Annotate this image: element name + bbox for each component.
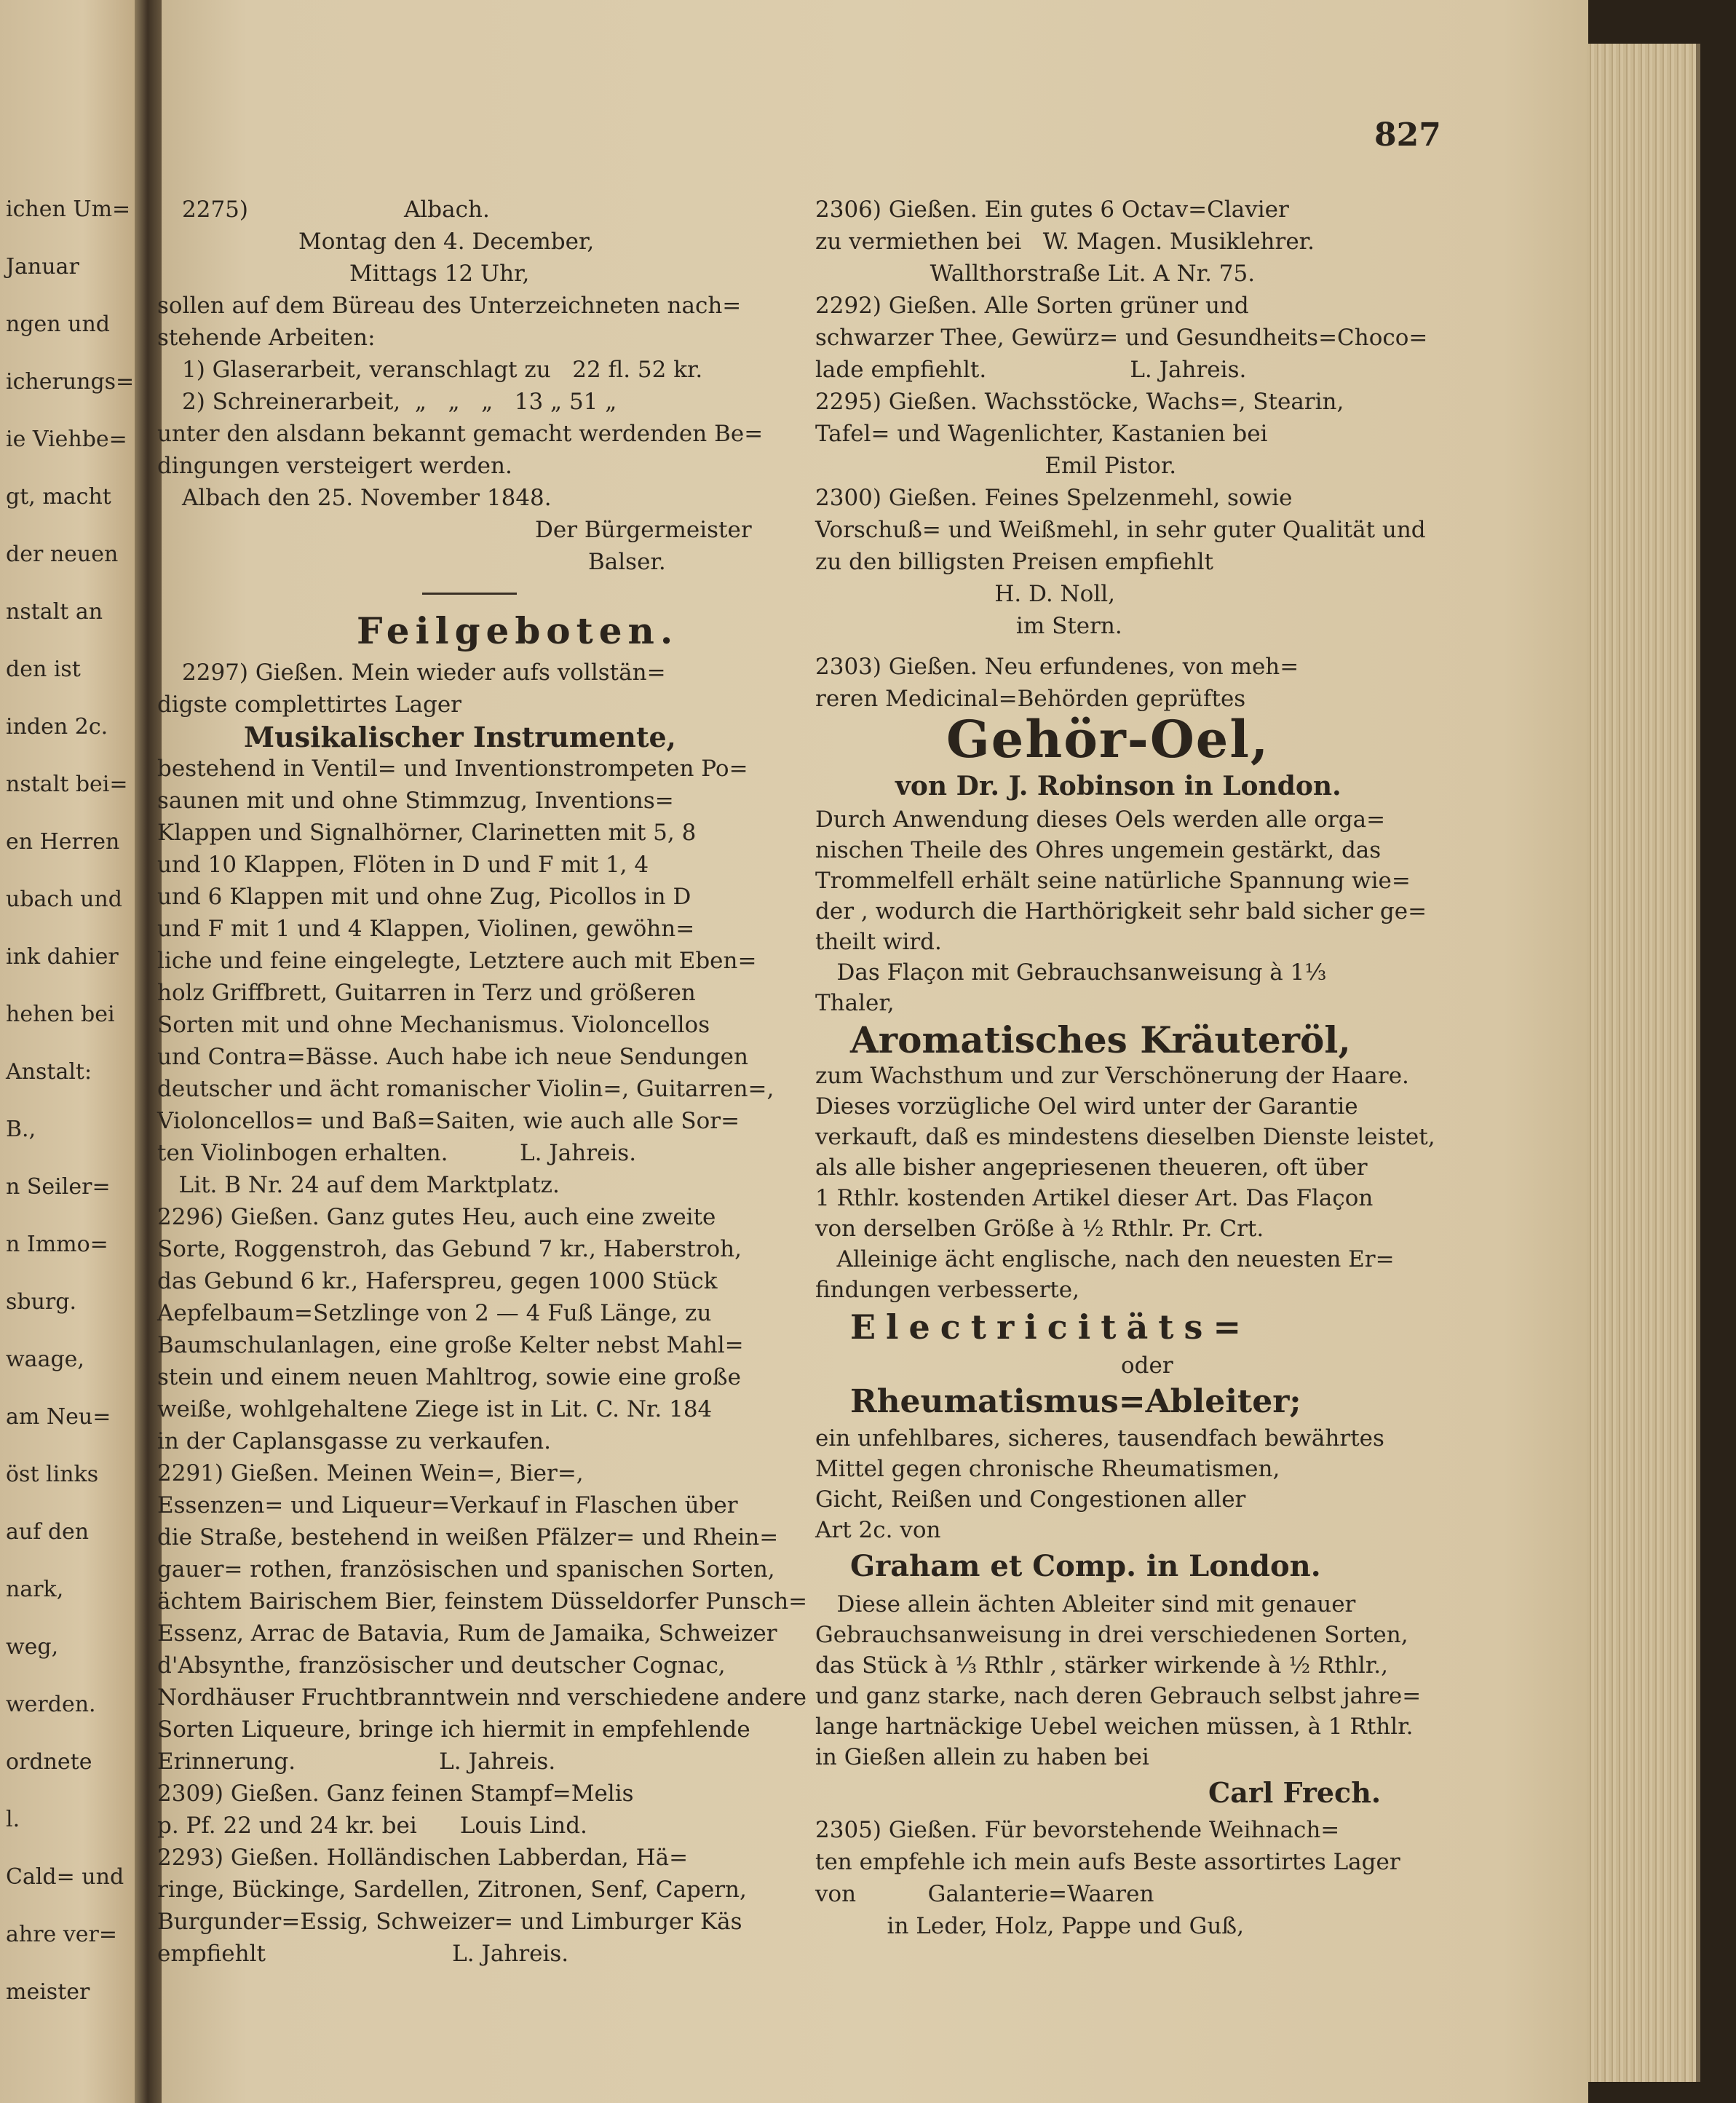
ad-text-line: Mittel gegen chronische Rheumatismen, xyxy=(815,1456,1280,1482)
left-page-fragment: der neuen xyxy=(6,542,119,567)
ad-text-line: verkauft, daß es mindestens dieselben Dienste leistet, xyxy=(815,1124,1435,1150)
ad-text-line: lade empfiehlt. L. Jahreis. xyxy=(815,357,1247,383)
ad-text-line: Essenz, Arrac de Batavia, Rum de Jamaika, Schweizer xyxy=(157,1620,777,1647)
page-number: 827 xyxy=(1374,116,1441,154)
left-page-fragment: ichen Um= xyxy=(6,197,131,222)
separator-rule xyxy=(422,593,517,595)
left-page-fragment: Januar xyxy=(6,254,79,280)
left-page-fragment: n Seiler= xyxy=(6,1174,111,1200)
left-page-fragment: B., xyxy=(6,1117,36,1142)
ad-text-line: 2309) Gießen. Ganz feinen Stampf=Melis xyxy=(157,1781,634,1807)
ad-text-line: unter den alsdann bekannt gemacht werdenden Be= xyxy=(157,421,764,447)
ad-text-line: 2306) Gießen. Ein gutes 6 Octav=Clavier xyxy=(815,197,1289,223)
ad-text-line: reren Medicinal=Behörden geprüftes xyxy=(815,686,1246,712)
ad-text-line: von derselben Größe à ½ Rthlr. Pr. Crt. xyxy=(815,1216,1264,1242)
left-page-fragment: nark, xyxy=(6,1577,64,1602)
ad-text-line: Aepfelbaum=Setzlinge von 2 — 4 Fuß Länge, zu xyxy=(157,1300,712,1326)
ad-text-line: deutscher und ächt romanischer Violin=, Guitarren=, xyxy=(157,1076,774,1102)
ad-text-line: 2297) Gießen. Mein wieder aufs vollstän= xyxy=(182,660,666,686)
ad-text-line: Gebrauchsanweisung in drei verschiedenen Sorten, xyxy=(815,1622,1408,1648)
ad-signature-name: Balser. xyxy=(588,549,666,575)
ad-text-line: d'Absynthe, französischer und deutscher Cognac, xyxy=(157,1652,726,1679)
ad-text-line: H. D. Noll, xyxy=(815,581,1116,607)
ad-text-line: Klappen und Signalhörner, Clarinetten mit 5, 8 xyxy=(157,820,697,846)
left-page-fragment: ink dahier xyxy=(6,944,119,970)
ad-text-line: Lit. B Nr. 24 auf dem Marktplatz. xyxy=(157,1172,560,1198)
ad-text-line: dingungen versteigert werden. xyxy=(157,453,512,479)
ad-text-line: und ganz starke, nach deren Gebrauch selbst jahre= xyxy=(815,1683,1422,1709)
ad-text-line: Vorschuß= und Weißmehl, in sehr guter Qualität und xyxy=(815,517,1426,543)
left-page-fragment: am Neu= xyxy=(6,1404,111,1430)
ad-text-line: Trommelfell erhält seine natürliche Spannung wie= xyxy=(815,868,1411,894)
ad-text-line: Sorten Liqueure, bringe ich hiermit in empfehlende xyxy=(157,1716,750,1743)
ad-text-line: gauer= rothen, französischen und spanischen Sorten, xyxy=(157,1556,775,1583)
ad-text-line: ächtem Bairischem Bier, feinstem Düsseldorfer Punsch= xyxy=(157,1588,808,1615)
section-title: Feilgeboten. xyxy=(357,609,679,652)
left-page-fragment: Cald= und xyxy=(6,1864,124,1890)
ad-text-line: die Straße, bestehend in weißen Pfälzer= und Rhein= xyxy=(157,1524,779,1550)
ad-text-line: empfiehlt L. Jahreis. xyxy=(157,1941,569,1967)
left-page-fragment: inden 2c. xyxy=(6,714,108,740)
ad-text-line: 2295) Gießen. Wachsstöcke, Wachs=, Stearin, xyxy=(815,389,1344,415)
product-title-rheumatismus: Rheumatismus=Ableiter; xyxy=(850,1383,1301,1420)
ad-text-line: 2305) Gießen. Für bevorstehende Weihnach= xyxy=(815,1817,1340,1843)
ad-text-line: das Stück à ⅓ Rthlr , stärker wirkende à ½ Rthlr., xyxy=(815,1652,1388,1679)
ad-text-line: in der Caplansgasse zu verkaufen. xyxy=(157,1428,551,1454)
left-page-fragment: en Herren xyxy=(6,829,120,855)
ad-text-line: bestehend in Ventil= und Inventionstrompeten Po= xyxy=(157,756,748,782)
ad-text-line: in Leder, Holz, Pappe und Guß, xyxy=(815,1913,1244,1939)
left-page-fragment: den ist xyxy=(6,657,81,682)
ad-text-line: zu den billigsten Preisen empfiehlt xyxy=(815,549,1213,575)
ad-text-line: Nordhäuser Fruchtbranntwein nnd verschiedene andere xyxy=(157,1684,806,1711)
ad-text-line: 2300) Gießen. Feines Spelzenmehl, sowie xyxy=(815,485,1293,511)
left-page-fragment: auf den xyxy=(6,1519,90,1545)
ad-text-line: nischen Theile des Ohres ungemein gestärkt, das xyxy=(815,837,1382,863)
left-page-fragment: sburg. xyxy=(6,1289,77,1315)
ad-text-line: weiße, wohlgehaltene Ziege ist in Lit. C. Nr. 184 xyxy=(157,1396,713,1422)
ad-text-line: sollen auf dem Büreau des Unterzeichneten nach= xyxy=(157,293,742,319)
ad-text-line: Alleinige ächt englische, nach den neuesten Er= xyxy=(815,1246,1395,1272)
left-page-fragment: ordnete xyxy=(6,1749,92,1775)
company-graham: Graham et Comp. in London. xyxy=(850,1549,1321,1583)
ad-text-line: Wallthorstraße Lit. A Nr. 75. xyxy=(815,261,1256,287)
ad-text-line: Das Flaçon mit Gebrauchsanweisung à 1⅓ xyxy=(815,959,1327,986)
ad-text-line: Durch Anwendung dieses Oels werden alle orga= xyxy=(815,807,1386,833)
page-edges xyxy=(1587,44,1700,2082)
ad-text-line: und Contra=Bässe. Auch habe ich neue Sendungen xyxy=(157,1044,748,1070)
ad-text-line: im Stern. xyxy=(815,613,1122,639)
left-page-fragment: weg, xyxy=(6,1634,59,1660)
product-title-electricitaets: Electricitäts= xyxy=(850,1307,1251,1347)
ad-text-line: p. Pf. 22 und 24 kr. bei Louis Lind. xyxy=(157,1813,587,1839)
left-page-fragment: werden. xyxy=(6,1692,96,1717)
ad-text-line: saunen mit und ohne Stimmzug, Inventions= xyxy=(157,788,674,814)
ad-text-line: 2296) Gießen. Ganz gutes Heu, auch eine zweite xyxy=(157,1204,716,1230)
ad-text-line: 2292) Gießen. Alle Sorten grüner und xyxy=(815,293,1249,319)
left-page-fragment: meister xyxy=(6,1979,90,2005)
seller-carl-frech: Carl Frech. xyxy=(1208,1776,1382,1809)
ad-text-line: Essenzen= und Liqueur=Verkauf in Flaschen über xyxy=(157,1492,738,1518)
left-page-fragment: ie Viehbe= xyxy=(6,427,127,452)
ad-text-line: ein unfehlbares, sicheres, tausendfach bewährtes xyxy=(815,1425,1384,1451)
ad-text-line: und F mit 1 und 4 Klappen, Violinen, gewöhn= xyxy=(157,916,695,942)
ad-text-line: holz Griffbrett, Guitarren in Terz und größeren xyxy=(157,980,696,1006)
ad-signature-title: Der Bürgermeister xyxy=(535,517,752,543)
ad-text-line: lange hartnäckige Uebel weichen müssen, à 1 Rthlr. xyxy=(815,1714,1414,1740)
ad-text-line: 2291) Gießen. Meinen Wein=, Bier=, xyxy=(157,1460,584,1486)
ad-text-line: zum Wachsthum und zur Verschönerung der Haare. xyxy=(815,1063,1409,1089)
left-page-fragment: öst links xyxy=(6,1462,99,1487)
ad-text-line: Emil Pistor. xyxy=(815,453,1177,479)
oder-text: oder xyxy=(1121,1353,1173,1379)
left-page-fragment: ubach und xyxy=(6,887,122,912)
ad-text-line: liche und feine eingelegte, Letztere auch mit Eben= xyxy=(157,948,757,974)
ad-text-line: Diese allein ächten Ableiter sind mit genauer xyxy=(815,1591,1356,1617)
left-page-fragment: hehen bei xyxy=(6,1002,115,1027)
ad-text-line: Burgunder=Essig, Schweizer= und Limburger Käs xyxy=(157,1909,742,1935)
ad-text-line: Violoncellos= und Baß=Saiten, wie auch alle Sor= xyxy=(157,1108,740,1134)
ad-text-line: ten Violinbogen erhalten. L. Jahreis. xyxy=(157,1140,637,1166)
ad-item-line: 2) Schreinerarbeit, „ „ „ 13 „ 51 „ xyxy=(182,389,617,415)
product-title-kraeuteroel: Aromatisches Kräuteröl, xyxy=(850,1018,1351,1061)
ad-text-line: digste complettirtes Lager xyxy=(157,692,461,718)
ad-text-line: als alle bisher angepriesenen theueren, oft über xyxy=(815,1155,1368,1181)
ad-text-line: ringe, Bückinge, Sardellen, Zitronen, Senf, Capern, xyxy=(157,1877,747,1903)
ad-text-line: und 6 Klappen mit und ohne Zug, Picollos in D xyxy=(157,884,691,910)
ad-date: Albach den 25. November 1848. xyxy=(182,485,552,511)
ad-item-line: 1) Glaserarbeit, veranschlagt zu 22 fl. 52 kr. xyxy=(182,357,703,383)
ad-text-line: ten empfehle ich mein aufs Beste assortirtes Lager xyxy=(815,1849,1400,1875)
ad-text-line: Dieses vorzügliche Oel wird unter der Garantie xyxy=(815,1093,1358,1120)
ad-text-line: findungen verbesserte, xyxy=(815,1277,1079,1303)
ad-date-line: Montag den 4. December, xyxy=(298,229,595,255)
ad-text-line: Gicht, Reißen und Congestionen aller xyxy=(815,1486,1246,1513)
left-page-fragment: n Immo= xyxy=(6,1232,108,1257)
ad-text-line: theilt wird. xyxy=(815,929,942,955)
ad-text-line: zu vermiethen bei W. Magen. Musiklehrer. xyxy=(815,229,1315,255)
ad-text-line: schwarzer Thee, Gewürz= und Gesundheits=Choco= xyxy=(815,325,1428,351)
left-page-fragment: waage, xyxy=(6,1347,84,1372)
ad-text-line: in Gießen allein zu haben bei xyxy=(815,1744,1149,1770)
left-page-fragment: nstalt an xyxy=(6,599,103,625)
ad-text-line: Sorte, Roggenstroh, das Gebund 7 kr., Haberstroh, xyxy=(157,1236,742,1262)
ad-text-line: der , wodurch die Harthörigkeit sehr bald sicher ge= xyxy=(815,898,1427,924)
ad-headline: Musikalischer Instrumente, xyxy=(244,721,676,753)
ad-text-line: 2303) Gießen. Neu erfundenes, von meh= xyxy=(815,654,1299,680)
ad-text-line: Tafel= und Wagenlichter, Kastanien bei xyxy=(815,421,1268,447)
left-page-fragment: Anstalt: xyxy=(6,1059,92,1085)
ad-text-line: Erinnerung. L. Jahreis. xyxy=(157,1748,556,1775)
left-page-fragment: ahre ver= xyxy=(6,1922,118,1947)
ad-text-line: Baumschulanlagen, eine große Kelter nebst Mahl= xyxy=(157,1332,744,1358)
ad-text-line: stein und einem neuen Mahltrog, sowie eine große xyxy=(157,1364,741,1390)
ad-place: Albach. xyxy=(404,197,490,223)
ad-text-line: Thaler, xyxy=(815,990,895,1016)
left-page-fragment: l. xyxy=(6,1807,20,1832)
left-page-fragment: ngen und xyxy=(6,312,110,337)
left-page-fragment: gt, macht xyxy=(6,484,111,510)
ad-text-line: stehende Arbeiten: xyxy=(157,325,376,351)
ad-number: 2275) xyxy=(182,197,248,223)
ad-time-line: Mittags 12 Uhr, xyxy=(349,261,530,287)
ad-text-line: von Galanterie=Waaren xyxy=(815,1881,1154,1907)
ad-text-line: das Gebund 6 kr., Haferspreu, gegen 1000 Stück xyxy=(157,1268,718,1294)
ad-text-line: Art 2c. von xyxy=(815,1517,941,1543)
product-author: von Dr. J. Robinson in London. xyxy=(895,771,1341,801)
ad-text-line: 2293) Gießen. Holländischen Labberdan, Hä= xyxy=(157,1845,689,1871)
ad-text-line: 1 Rthlr. kostenden Artikel dieser Art. Das Flaçon xyxy=(815,1185,1374,1211)
ad-text-line: Sorten mit und ohne Mechanismus. Violoncellos xyxy=(157,1012,710,1038)
left-page-fragment: icherungs= xyxy=(6,369,135,395)
ad-text-line: und 10 Klappen, Flöten in D und F mit 1, 4 xyxy=(157,852,649,878)
left-page-fragment: nstalt bei= xyxy=(6,772,128,797)
product-title-gehoer-oel: Gehör-Oel, xyxy=(946,709,1270,769)
